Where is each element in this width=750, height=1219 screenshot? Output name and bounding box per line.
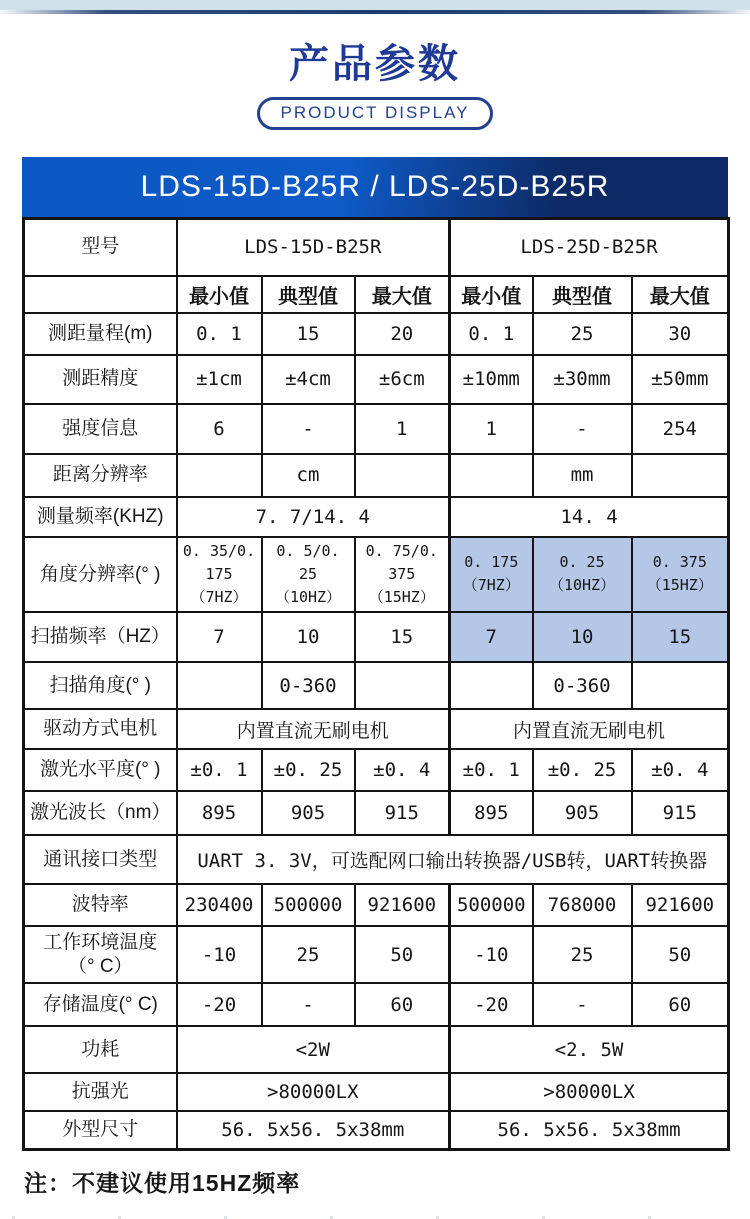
value-cell: ±1cm xyxy=(177,355,262,404)
table-row xyxy=(24,404,729,454)
value-cell: 7 xyxy=(450,612,533,662)
table-row xyxy=(24,835,729,884)
spec-table xyxy=(22,217,730,1151)
value-cell: 254 xyxy=(632,404,729,454)
value-cell: -10 xyxy=(450,926,533,983)
value-cell xyxy=(177,662,262,709)
value-cell: mm xyxy=(533,454,632,497)
row-label: 测距精度 xyxy=(24,355,177,404)
value-cell: 10 xyxy=(262,612,355,662)
value-cell: ±0. 1 xyxy=(177,749,262,791)
value-cell: ±6cm xyxy=(355,355,450,404)
row-label: 波特率 xyxy=(24,884,177,926)
top-strip xyxy=(0,0,750,10)
value-cell: 0. 175 （7HZ） xyxy=(450,537,533,613)
value-cell: 20 xyxy=(355,313,450,355)
value-cell: 50 xyxy=(632,926,729,983)
value-cell: ±10mm xyxy=(450,355,533,404)
subtitle-text: PRODUCT DISPLAY xyxy=(280,103,470,122)
value-cell: 15 xyxy=(262,313,355,355)
row-label: 外型尺寸 xyxy=(24,1111,177,1149)
value-cell: 典型值 xyxy=(533,276,632,313)
value-cell: ±4cm xyxy=(262,355,355,404)
value-cell: -20 xyxy=(177,983,262,1026)
value-cell: 15 xyxy=(355,612,450,662)
page-title: 产品参数 xyxy=(289,42,461,86)
value-cell xyxy=(632,454,729,497)
value-cell: - xyxy=(533,404,632,454)
value-cell: 56. 5x56. 5x38mm xyxy=(450,1111,729,1149)
row-label: 距离分辨率 xyxy=(24,454,177,497)
value-cell: 25 xyxy=(533,926,632,983)
row-label: 测距量程(m) xyxy=(24,313,177,355)
value-cell: 0. 5/0. 25 （10HZ） xyxy=(262,537,355,613)
footnote: 注：不建议使用15HZ频率 xyxy=(24,1169,301,1196)
table-row xyxy=(24,791,729,835)
table-row xyxy=(24,1073,729,1111)
table-row xyxy=(24,612,729,662)
value-cell: - xyxy=(262,404,355,454)
row-label: 存储温度(° C) xyxy=(24,983,177,1026)
value-cell: 最大值 xyxy=(632,276,729,313)
row-label: 激光波长（nm） xyxy=(24,791,177,835)
value-cell: ±0. 4 xyxy=(355,749,450,791)
table-row xyxy=(24,313,729,355)
value-cell xyxy=(450,662,533,709)
value-cell: cm xyxy=(262,454,355,497)
value-cell: 7 xyxy=(177,612,262,662)
value-cell: 56. 5x56. 5x38mm xyxy=(177,1111,450,1149)
value-cell: 0. 75/0. 375 （15HZ） xyxy=(355,537,450,613)
value-cell: 内置直流无刷电机 xyxy=(450,709,729,749)
row-label: 工作环境温度 （° C） xyxy=(24,926,177,983)
value-cell: 0. 375 （15HZ） xyxy=(632,537,729,613)
value-cell: >80000LX xyxy=(177,1073,450,1111)
value-cell: 25 xyxy=(533,313,632,355)
table-row xyxy=(24,1111,729,1149)
table-row xyxy=(24,454,729,497)
value-cell xyxy=(355,662,450,709)
value-cell: 1 xyxy=(355,404,450,454)
value-cell: 921600 xyxy=(632,884,729,926)
value-cell: 内置直流无刷电机 xyxy=(177,709,450,749)
value-cell: 905 xyxy=(533,791,632,835)
value-cell: -20 xyxy=(450,983,533,1026)
table-row xyxy=(24,355,729,404)
table-row xyxy=(24,537,729,613)
value-cell xyxy=(177,454,262,497)
value-cell: <2. 5W xyxy=(450,1026,729,1073)
value-cell: ±0. 4 xyxy=(632,749,729,791)
value-cell: 0-360 xyxy=(533,662,632,709)
table-row xyxy=(24,1026,729,1073)
value-cell: 768000 xyxy=(533,884,632,926)
row-label: 驱动方式电机 xyxy=(24,709,177,749)
value-cell xyxy=(632,662,729,709)
value-cell: 25 xyxy=(262,926,355,983)
model-banner xyxy=(22,157,728,217)
table-row xyxy=(24,884,729,926)
value-cell: ±0. 25 xyxy=(533,749,632,791)
value-cell: 921600 xyxy=(355,884,450,926)
value-cell: ±0. 1 xyxy=(450,749,533,791)
subtitle-pill xyxy=(257,97,492,130)
row-label: 型号 xyxy=(24,219,177,276)
value-cell: 60 xyxy=(355,983,450,1026)
bottom-dotted-line xyxy=(12,1216,738,1219)
value-cell: 915 xyxy=(355,791,450,835)
row-label: 功耗 xyxy=(24,1026,177,1073)
row-label: 测量频率(KHZ) xyxy=(24,497,177,537)
value-cell: 0. 1 xyxy=(450,313,533,355)
table-row xyxy=(24,276,729,313)
value-cell: - xyxy=(262,983,355,1026)
value-cell: 最大值 xyxy=(355,276,450,313)
value-cell: UART 3. 3V，可选配网口输出转换器/USB转，UART转换器 xyxy=(177,835,729,884)
value-cell: - xyxy=(533,983,632,1026)
value-cell: 30 xyxy=(632,313,729,355)
value-cell: 典型值 xyxy=(262,276,355,313)
value-cell: 10 xyxy=(533,612,632,662)
row-label: 通讯接口类型 xyxy=(24,835,177,884)
value-cell: 15 xyxy=(632,612,729,662)
table-row xyxy=(24,983,729,1026)
table-row xyxy=(24,926,729,983)
row-label: 强度信息 xyxy=(24,404,177,454)
row-label: 抗强光 xyxy=(24,1073,177,1111)
value-cell: 500000 xyxy=(262,884,355,926)
value-cell xyxy=(450,454,533,497)
value-cell: 最小值 xyxy=(177,276,262,313)
top-divider-line xyxy=(0,10,750,14)
value-cell: 60 xyxy=(632,983,729,1026)
value-cell: 905 xyxy=(262,791,355,835)
value-cell: -10 xyxy=(177,926,262,983)
row-label: 角度分辨率(° ) xyxy=(24,537,177,613)
value-cell: 0. 25 （10HZ） xyxy=(533,537,632,613)
value-cell: 895 xyxy=(450,791,533,835)
table-row xyxy=(24,709,729,749)
value-cell: 0-360 xyxy=(262,662,355,709)
row-label: 扫描频率（HZ） xyxy=(24,612,177,662)
model-banner-text: LDS-15D-B25R / LDS-25D-B25R xyxy=(140,170,610,203)
value-cell: 6 xyxy=(177,404,262,454)
table-row xyxy=(24,219,729,276)
value-cell: 14. 4 xyxy=(450,497,729,537)
value-cell: 最小值 xyxy=(450,276,533,313)
value-cell: 1 xyxy=(450,404,533,454)
value-cell: LDS-15D-B25R xyxy=(177,219,450,276)
value-cell: 7. 7/14. 4 xyxy=(177,497,450,537)
table-row xyxy=(24,749,729,791)
value-cell: 0. 1 xyxy=(177,313,262,355)
table-row xyxy=(24,497,729,537)
value-cell: 895 xyxy=(177,791,262,835)
value-cell: <2W xyxy=(177,1026,450,1073)
value-cell: ±30mm xyxy=(533,355,632,404)
row-label xyxy=(24,276,177,313)
value-cell: 500000 xyxy=(450,884,533,926)
value-cell: 50 xyxy=(355,926,450,983)
table-row xyxy=(24,662,729,709)
value-cell: 230400 xyxy=(177,884,262,926)
value-cell: ±50mm xyxy=(632,355,729,404)
row-label: 激光水平度(° ) xyxy=(24,749,177,791)
value-cell: 0. 35/0. 175 （7HZ） xyxy=(177,537,262,613)
value-cell xyxy=(355,454,450,497)
value-cell: LDS-25D-B25R xyxy=(450,219,729,276)
value-cell: ±0. 25 xyxy=(262,749,355,791)
row-label: 扫描角度(° ) xyxy=(24,662,177,709)
value-cell: 915 xyxy=(632,791,729,835)
value-cell: >80000LX xyxy=(450,1073,729,1111)
